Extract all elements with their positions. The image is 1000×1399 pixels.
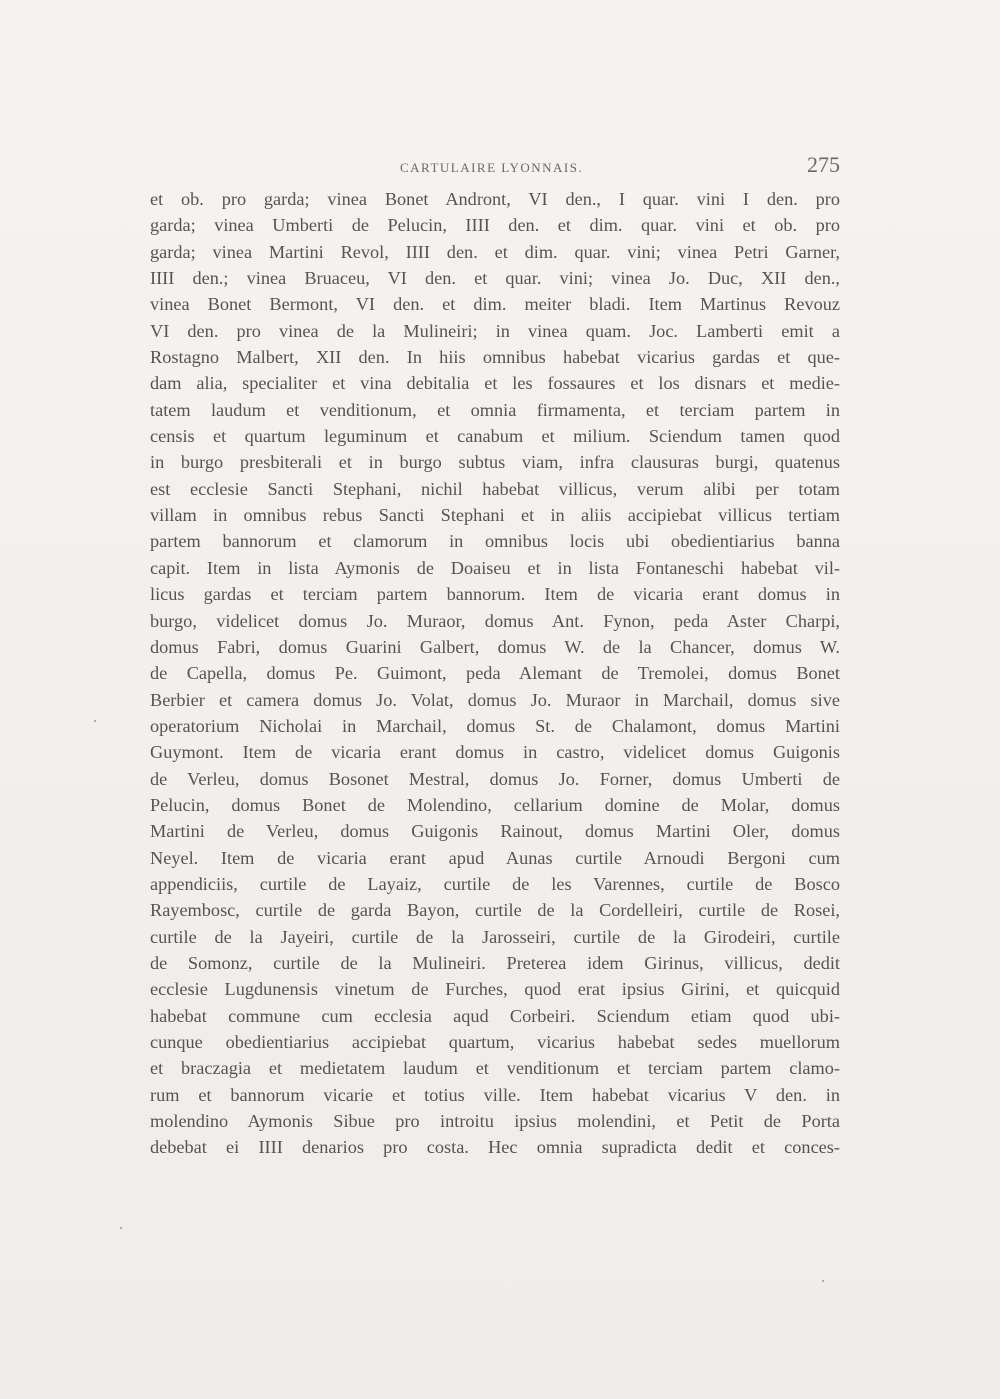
text-line: villam in omnibus rebus Sancti Stephani et in aliis accipiebat villicus tertiam: [150, 505, 840, 526]
text-line: in burgo presbiterali et in burgo subtus viam, infra clausuras burgi, quatenus: [150, 452, 840, 473]
text-line: garda; vinea Martini Revol, IIII den. et dim. quar. vini; vinea Petri Garner,: [150, 241, 840, 262]
text-line: burgo, videlicet domus Jo. Muraor, domus Ant. Fynon, peda Aster Charpi,: [150, 610, 840, 631]
text-line: Rostagno Malbert, XII den. In hiis omnibus habebat vicarius gardas et que-: [150, 347, 840, 368]
text-line: partem bannorum et clamorum in omnibus locis ubi obedientiarius banna: [150, 531, 840, 552]
text-line: IIII den.; vinea Bruaceu, VI den. et quar. vini; vinea Jo. Duc, XII den.,: [150, 268, 840, 289]
text-line: est ecclesie Sancti Stephani, nichil habebat villicus, verum alibi per totam: [150, 478, 840, 499]
text-line: garda; vinea Umberti de Pelucin, IIII den. et dim. quar. vini et ob. pro: [150, 215, 840, 236]
text-line: VI den. pro vinea de la Mulineiri; in vinea quam. Joc. Lamberti emit a: [150, 320, 840, 341]
text-line: habebat commune cum ecclesia aqud Corbeiri. Sciendum etiam quod ubi-: [150, 1005, 840, 1026]
text-line: curtile de la Jayeiri, curtile de la Jarosseiri, curtile de la Girodeiri, curtile: [150, 926, 840, 947]
text-line: Guymont. Item de vicaria erant domus in castro, videlicet domus Guigonis: [150, 742, 840, 763]
body-text: [150, 186, 840, 1161]
text-line: operatorium Nicholai in Marchail, domus St. de Chalamont, domus Martini: [150, 715, 840, 736]
paper-speck: [822, 1280, 824, 1282]
paper-speck: [94, 720, 96, 722]
text-line: molendino Aymonis Sibue pro introitu ipsius molendini, et Petit de Porta: [150, 1111, 840, 1132]
text-line: censis et quartum leguminum et canabum et milium. Sciendum tamen quod: [150, 426, 840, 447]
text-line: de Verleu, domus Bosonet Mestral, domus Jo. Forner, domus Umberti de: [150, 768, 840, 789]
text-line: appendiciis, curtile de Layaiz, curtile de les Varennes, curtile de Bosco: [150, 873, 840, 894]
text-line: de Capella, domus Pe. Guimont, peda Alemant de Tremolei, domus Bonet: [150, 663, 840, 684]
text-line: licus gardas et terciam partem bannorum. Item de vicaria erant domus in: [150, 584, 840, 605]
text-line: tatem laudum et venditionum, et omnia firmamenta, et terciam partem in: [150, 399, 840, 420]
text-line: et braczagia et medietatem laudum et venditionum et terciam partem clamo-: [150, 1058, 840, 1079]
text-line: Martini de Verleu, domus Guigonis Rainout, domus Martini Oler, domus: [150, 821, 840, 842]
text-line: domus Fabri, domus Guarini Galbert, domus W. de la Chancer, domus W.: [150, 636, 840, 657]
text-line: dam alia, specialiter et vina debitalia et les fossaures et los disnars et medie-: [150, 373, 840, 394]
text-line: capit. Item in lista Aymonis de Doaiseu et in lista Fontaneschi habebat vil-: [150, 557, 840, 578]
text-line: rum et bannorum vicarie et totius ville. Item habebat vicarius V den. in: [150, 1084, 840, 1105]
running-title: CARTULAIRE LYONNAIS.: [400, 160, 584, 175]
text-line: de Somonz, curtile de la Mulineiri. Preterea idem Girinus, villicus, dedit: [150, 952, 840, 973]
text-line: vinea Bonet Bermont, VI den. et dim. meiter bladi. Item Martinus Revouz: [150, 294, 840, 315]
text-line: ecclesie Lugdunensis vinetum de Furches, quod erat ipsius Girini, et quicquid: [150, 979, 840, 1000]
text-line: Pelucin, domus Bonet de Molendino, cellarium domine de Molar, domus: [150, 794, 840, 815]
page-number: 275: [807, 152, 840, 177]
text-line: Neyel. Item de vicaria erant apud Aunas curtile Arnoudi Bergoni cum: [150, 847, 840, 868]
paper-speck: [120, 1227, 122, 1229]
text-line: et ob. pro garda; vinea Bonet Andront, VI den., I quar. vini I den. pro: [150, 189, 840, 209]
text-line: Berbier et camera domus Jo. Volat, domus Jo. Muraor in Marchail, domus sive: [150, 689, 840, 710]
text-line: cunque obedientiarius accipiebat quartum, vicarius habebat sedes muellorum: [150, 1032, 840, 1052]
page-header: [150, 150, 840, 186]
text-line: Rayembosc, curtile de garda Bayon, curtile de la Cordelleiri, curtile de Rosei,: [150, 900, 840, 921]
text-line: debebat ei IIII denarios pro costa. Hec omnia supradicta dedit et conces-: [150, 1137, 840, 1158]
